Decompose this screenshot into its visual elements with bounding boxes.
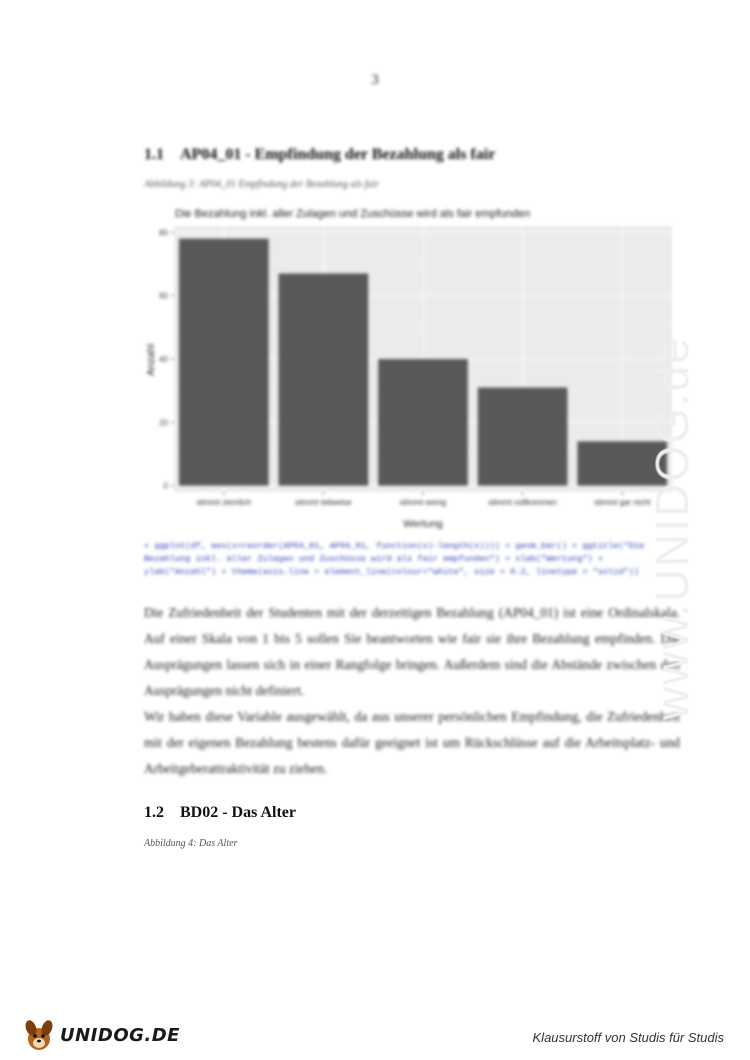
body-text	[144, 600, 680, 782]
chart-svg	[140, 200, 680, 535]
section-title: BD02 - Das Alter	[180, 804, 296, 821]
x-tick-label: stimmt teilweise	[295, 498, 352, 507]
bar	[478, 388, 568, 486]
watermark: www.UNIDOG.de	[646, 336, 698, 720]
y-tick-label: 60	[159, 291, 168, 301]
footer-slogan: Klausurstoff von Studis für Studis	[532, 1030, 724, 1045]
bar	[378, 359, 468, 486]
bar	[279, 274, 369, 486]
r-code-snippet: + ggplot(df, aes(x=reorder(AP04_01, AP04_01, function(x)-length(x)))) + geom_bar() + ggtitle("Die Bezahlung inkl. aller Zulagen und Zuschüsse wird als fair empfunden") + xlab("Wertung") + ylab("Anzahl") + theme(axis.line = element_line(colour="white", size = 0.2, linetype = "solid"))	[144, 541, 645, 577]
figure-caption-4: Abbildung 4: Das Alter	[144, 838, 238, 849]
figure-caption-3: Abbildung 3: AP04_01 Empfindung der Bezahlung als fair	[144, 179, 380, 190]
section-number: 1.1	[144, 146, 164, 163]
x-tick-label: stimmt gar nicht	[593, 498, 651, 507]
y-tick-label: 80	[159, 228, 168, 238]
x-axis-label: Wertung	[403, 518, 443, 530]
y-axis-label: Anzahl	[145, 343, 157, 377]
logo-text: UNIDOG.DE	[60, 1024, 180, 1046]
y-tick-label: 40	[159, 355, 168, 364]
unidog-logo[interactable]	[22, 1016, 180, 1054]
section-number: 1.2	[144, 804, 164, 821]
section-heading-2	[144, 804, 296, 822]
page-number: 3	[371, 72, 379, 88]
y-tick-label: 0	[163, 481, 168, 491]
chart-title: Die Bezahlung inkl. aller Zulagen und Zuschüsse wird als fair empfunden	[175, 208, 531, 220]
paragraph-1: Die Zufriedenheit der Studenten mit der derzeitigen Bezahlung (AP04_01) ist eine Ordinalskala. Auf einer Skala von 1 bis 5 sollen Sie beantworten wie fair sie ihre Bezahlung empfinden. Die Ausprägungen lassen sich in einer Rangfolge bringen. Außerdem sind die Abstände zwischen den Ausprägungen nicht definiert.	[144, 605, 680, 698]
bar-chart	[140, 200, 680, 535]
y-tick-label: 20	[159, 418, 168, 428]
paragraph-2: Wir haben diese Variable ausgewählt, da aus unserer persönlichen Empfindung, die Zufriedenheit mit der eigenen Bezahlung bestens dafür geeignet ist um Rückschlüsse auf die Arbeitsplatz- und Arbeitgeberattraktivität zu ziehen.	[144, 709, 680, 776]
x-axis	[196, 492, 651, 507]
dog-icon	[22, 1017, 56, 1053]
bar	[179, 239, 269, 486]
x-tick-label: stimmt vollkommen	[488, 498, 557, 507]
y-axis	[159, 228, 174, 490]
section-title: AP04_01 - Empfindung der Bezahlung als fair	[180, 146, 496, 163]
x-tick-label: stimmt wenig	[399, 498, 447, 507]
section-heading-1	[144, 146, 495, 164]
x-tick-label: stimmt ziemlich	[196, 498, 252, 507]
